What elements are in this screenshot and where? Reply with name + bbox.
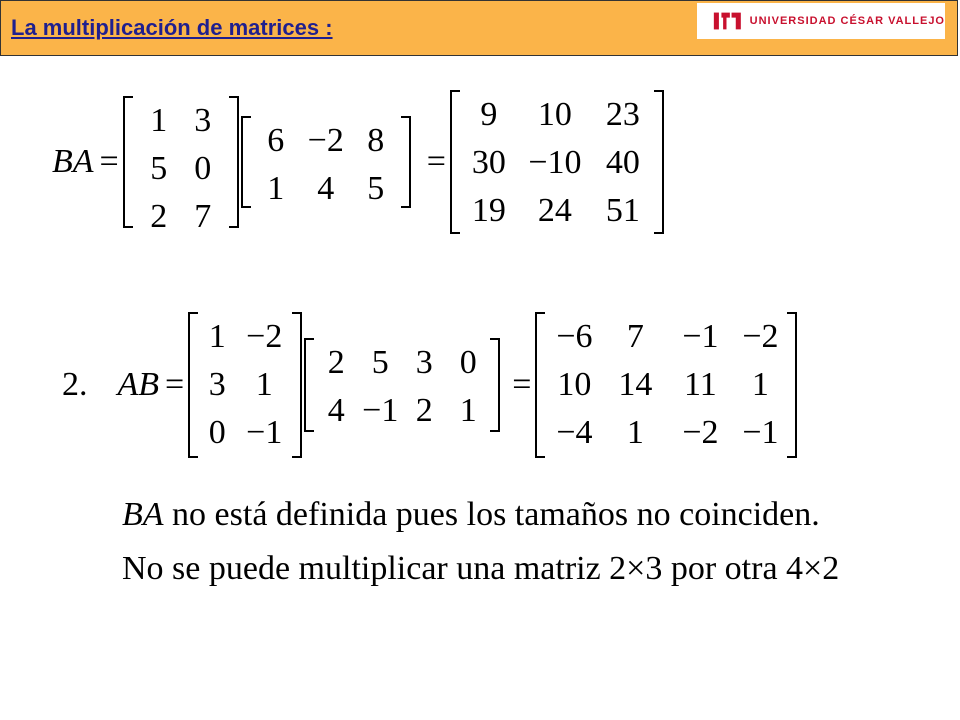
matrix-cell: 14 bbox=[618, 366, 653, 403]
matrix-cell: 9 bbox=[480, 96, 498, 133]
matrix-cell: 30 bbox=[471, 144, 506, 181]
university-logo bbox=[697, 3, 945, 39]
matrix-cell: −2 bbox=[682, 414, 719, 451]
matrix-cell: 0 bbox=[459, 344, 477, 381]
matrix-cell: 2 bbox=[327, 344, 345, 381]
matrix-cell: 2 bbox=[150, 198, 168, 235]
matrix-cell: 10 bbox=[537, 96, 572, 133]
eq2-equals-2: = bbox=[512, 366, 532, 403]
matrix-cell: 1 bbox=[751, 366, 769, 403]
matrix-cell: 3 bbox=[208, 366, 226, 403]
matrix-cell: 4 bbox=[317, 170, 335, 207]
eq2-matrix-a bbox=[188, 312, 302, 458]
matrix-cell: 7 bbox=[194, 198, 212, 235]
right-bracket bbox=[490, 338, 500, 432]
matrix-cell: 1 bbox=[626, 414, 644, 451]
matrix-cell: 1 bbox=[459, 392, 477, 429]
ucv-logo-icon bbox=[713, 9, 742, 33]
matrix-cell: 1 bbox=[150, 102, 168, 139]
matrix-cell: −10 bbox=[528, 144, 582, 181]
eq2-matrix-b bbox=[304, 338, 500, 432]
matrix-cell: 3 bbox=[194, 102, 212, 139]
matrix-cell: 0 bbox=[194, 150, 212, 187]
left-bracket bbox=[241, 116, 251, 208]
matrix-cell: 19 bbox=[471, 192, 506, 229]
eq1-result-matrix bbox=[450, 90, 664, 234]
matrix-cell: −6 bbox=[556, 318, 593, 355]
equation-ba bbox=[52, 88, 664, 236]
eq2-equals: = bbox=[165, 366, 185, 403]
left-bracket bbox=[188, 312, 198, 458]
matrix-cell: 1 bbox=[267, 170, 285, 207]
eq1-equals: = bbox=[99, 143, 119, 180]
matrix-cell: 8 bbox=[367, 122, 385, 159]
matrix-cell: 10 bbox=[557, 366, 592, 403]
left-bracket bbox=[123, 96, 133, 228]
matrix-cell: 3 bbox=[415, 344, 433, 381]
matrix-cell: −1 bbox=[742, 414, 779, 451]
right-bracket bbox=[229, 96, 239, 228]
matrix-cell: 6 bbox=[267, 122, 285, 159]
eq2-result-matrix bbox=[535, 312, 797, 458]
page-title: La multiplicación de matrices : bbox=[11, 15, 333, 40]
left-bracket bbox=[304, 338, 314, 432]
eq2-lhs: AB bbox=[117, 366, 160, 403]
right-bracket bbox=[401, 116, 411, 208]
matrix-cell: 1 bbox=[208, 318, 226, 355]
note-line-2: No se puede multiplicar una matriz 2×3 por otra 4×2 bbox=[122, 550, 840, 587]
eq1-matrix-b bbox=[123, 96, 239, 235]
matrix-cell: 5 bbox=[150, 150, 168, 187]
matrix-cell: −4 bbox=[556, 414, 593, 451]
matrix-cell: 24 bbox=[537, 192, 572, 229]
left-bracket bbox=[450, 90, 460, 234]
logo-text: UNIVERSIDAD CÉSAR VALLEJO bbox=[749, 15, 945, 27]
matrix-cell: −1 bbox=[246, 414, 283, 451]
eq1-equals-2: = bbox=[426, 143, 446, 180]
matrix-cell: −2 bbox=[307, 122, 344, 159]
left-bracket bbox=[535, 312, 545, 458]
right-bracket bbox=[292, 312, 302, 458]
right-bracket bbox=[654, 90, 664, 234]
header-bar bbox=[0, 0, 958, 56]
matrix-cell: −2 bbox=[246, 318, 283, 355]
note-ba: BA bbox=[122, 496, 164, 533]
matrix-cell: 40 bbox=[605, 144, 640, 181]
eq1-matrix-a bbox=[241, 116, 411, 208]
matrix-cell: 5 bbox=[371, 344, 389, 381]
eq1-lhs: BA bbox=[52, 143, 94, 180]
note-line-1-text: no está definida pues los tamaños no coinciden. bbox=[172, 496, 820, 533]
matrix-cell: 5 bbox=[367, 170, 385, 207]
matrix-cell: 0 bbox=[208, 414, 226, 451]
matrix-cell: −1 bbox=[682, 318, 719, 355]
matrix-cell: 11 bbox=[684, 366, 717, 403]
matrix-cell: −2 bbox=[742, 318, 779, 355]
matrix-cell: 1 bbox=[255, 366, 273, 403]
matrix-cell: 4 bbox=[327, 392, 345, 429]
matrix-cell: 2 bbox=[415, 392, 433, 429]
matrix-cell: −1 bbox=[362, 392, 399, 429]
matrix-cell: 7 bbox=[626, 318, 644, 355]
eq2-number: 2. bbox=[62, 366, 88, 403]
equation-ab bbox=[62, 310, 797, 460]
right-bracket bbox=[787, 312, 797, 458]
matrix-cell: 51 bbox=[605, 192, 640, 229]
matrix-cell: 23 bbox=[605, 96, 640, 133]
note-line-1 bbox=[122, 496, 820, 534]
